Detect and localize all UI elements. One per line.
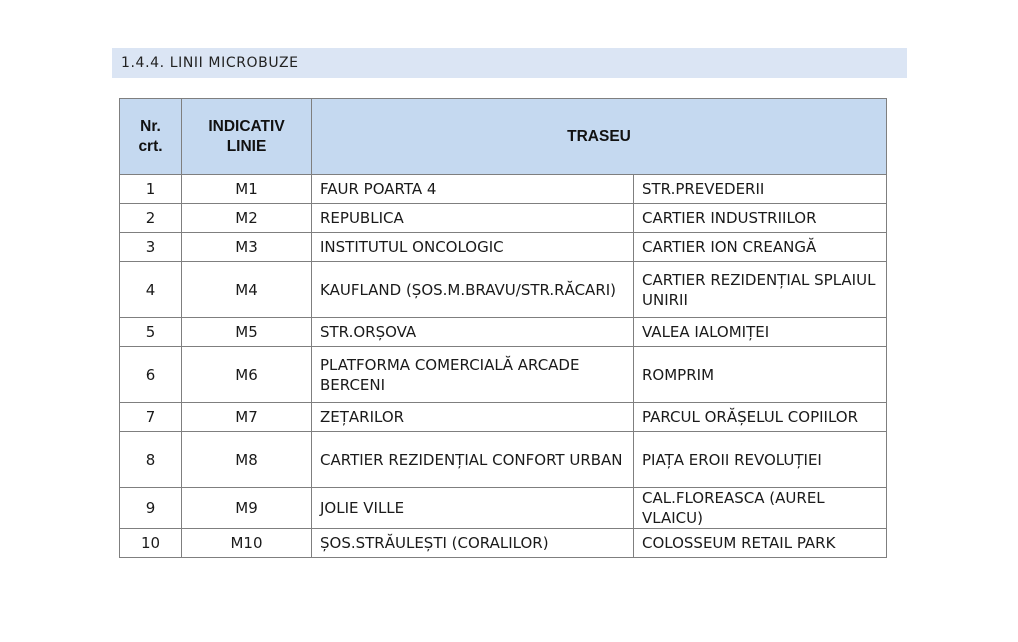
route-end: PIAȚA EROII REVOLUȚIEI: [634, 432, 887, 488]
line-code: M8: [182, 432, 312, 488]
route-start: ȘOS.STRĂULEȘTI (CORALILOR): [312, 529, 634, 558]
route-start: FAUR POARTA 4: [312, 175, 634, 204]
table-row: [120, 488, 887, 529]
line-code: M10: [182, 529, 312, 558]
route-start: JOLIE VILLE: [312, 488, 634, 529]
line-code: M2: [182, 204, 312, 233]
table-row: [120, 233, 887, 262]
route-start: INSTITUTUL ONCOLOGIC: [312, 233, 634, 262]
header-indicativ-line2: LINIE: [226, 137, 267, 155]
row-number: 7: [120, 403, 182, 432]
row-number: 9: [120, 488, 182, 529]
header-traseu: TRASEU: [312, 99, 887, 175]
header-indicativ: [182, 99, 312, 175]
route-start: CARTIER REZIDENȚIAL CONFORT URBAN: [312, 432, 634, 488]
section-title: 1.4.4. LINII MICROBUZE: [112, 48, 907, 78]
route-start: PLATFORMA COMERCIALĂ ARCADE BERCENI: [312, 347, 634, 403]
table-row: [120, 432, 887, 488]
route-start: ZEȚARILOR: [312, 403, 634, 432]
line-code: M4: [182, 262, 312, 318]
row-number: 1: [120, 175, 182, 204]
table-row: [120, 262, 887, 318]
microbus-lines-table: [119, 98, 887, 558]
route-end: STR.PREVEDERII: [634, 175, 887, 204]
route-end: COLOSSEUM RETAIL PARK: [634, 529, 887, 558]
route-start: KAUFLAND (ȘOS.M.BRAVU/STR.RĂCARI): [312, 262, 634, 318]
table-row: [120, 403, 887, 432]
line-code: M6: [182, 347, 312, 403]
row-number: 6: [120, 347, 182, 403]
route-end: VALEA IALOMIȚEI: [634, 318, 887, 347]
table-row: [120, 318, 887, 347]
table-row: [120, 529, 887, 558]
row-number: 10: [120, 529, 182, 558]
route-end: CAL.FLOREASCA (AUREL VLAICU): [634, 488, 887, 529]
header-nr: [120, 99, 182, 175]
row-number: 2: [120, 204, 182, 233]
line-code: M3: [182, 233, 312, 262]
table-row: [120, 347, 887, 403]
route-end: CARTIER ION CREANGĂ: [634, 233, 887, 262]
row-number: 5: [120, 318, 182, 347]
header-nr-line1: Nr.: [140, 117, 161, 135]
line-code: M5: [182, 318, 312, 347]
header-nr-line2: crt.: [138, 137, 163, 155]
route-end: PARCUL ORĂȘELUL COPIILOR: [634, 403, 887, 432]
line-code: M9: [182, 488, 312, 529]
row-number: 8: [120, 432, 182, 488]
route-end: ROMPRIM: [634, 347, 887, 403]
table-row: [120, 204, 887, 233]
table-header-row: [120, 99, 887, 175]
route-end: CARTIER INDUSTRIILOR: [634, 204, 887, 233]
route-start: STR.ORȘOVA: [312, 318, 634, 347]
route-end: CARTIER REZIDENȚIAL SPLAIUL UNIRII: [634, 262, 887, 318]
row-number: 4: [120, 262, 182, 318]
route-start: REPUBLICA: [312, 204, 634, 233]
header-indicativ-line1: INDICATIV: [208, 117, 285, 135]
line-code: M7: [182, 403, 312, 432]
line-code: M1: [182, 175, 312, 204]
row-number: 3: [120, 233, 182, 262]
table-row: [120, 175, 887, 204]
